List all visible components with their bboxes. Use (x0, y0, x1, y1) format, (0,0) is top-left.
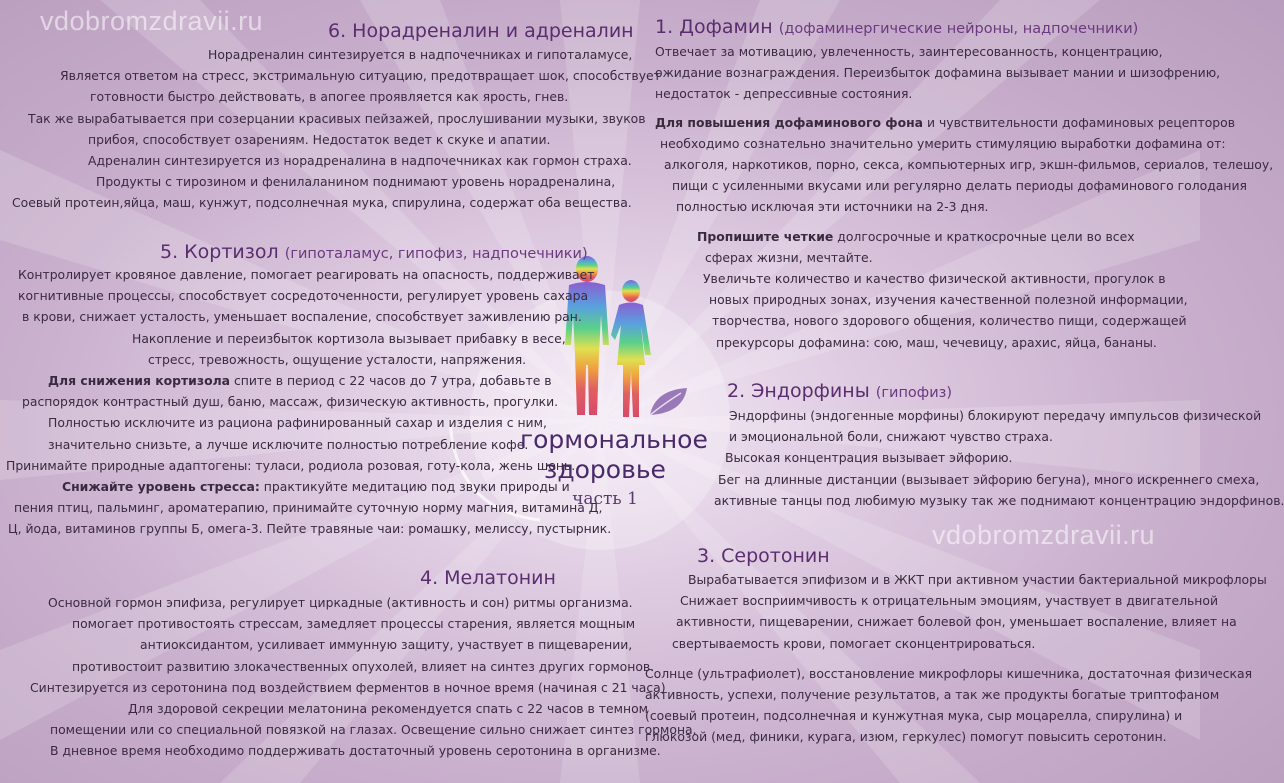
melatonin-text: Основной гормон эпифиза, регулирует циркадные (активность и сон) ритмы организма. помогает противостоять стрессам, замедляет процессы старения, является мощным антиоксидантом, усиливает иммунную защиту, участвует в пищеварении, противостоит развитию злокачественных опухолей, влияет на синтез других гормонов. Синтезируется из серотонина под воздействием ферментов в ночное время (начиная с 21 часа) Для здоровой секреции мелатонина рекомендуется спать с 22 часов в темном помещении или со специальной повязкой на глазах. Освещение сильно снижает синтез гормона. В дневное время необходимо поддерживать достаточный уровень серотонина в организме. (30, 595, 697, 759)
title-line-1: гормональное (520, 425, 708, 454)
dopamine-text: Отвечает за мотивацию, увлеченность, заинтересованность, концентрацию, ожидание вознаграждения. Переизбыток дофамина вызывает мании и шизофрению, недостаток - депрессивные состояния. Для повышения дофаминового фона и чувствительности дофаминовых рецепторов необходимо сознательно значительно умерить стимуляцию выработки дофамина от: алкоголя, наркотиков, порно, секса, компьютерных игр, экшн-фильмов, сериалов, телешоу, пищи с усиленными вкусами или регулярно делать периоды дофаминового голодания полностью исключая эти источники на 2-3 дня. Пропишите четкие долгосрочные и краткосрочные цели во всех сферах жизни, мечтайте. Увеличьте количество и качество физической активности, прогулок в новых природных зонах, изучения качественной полезной информации, творчества, нового здорового общения, количество пищи, содержащей прекурсоры дофамина: сою, маш, чечевицу, арахис, яйца, бананы. (655, 44, 1274, 350)
cortisol-text: Контролирует кровяное давление, помогает реагировать на опасность, поддерживает когнитивные процессы, способствует сосредоточенности, регулирует уровень сахара в крови, снижает усталость, уменьшает воспаление, способствует заживлению ран. Накопление и переизбыток кортизола вызывает прибавку в весе, стресс, тревожность, ощущение усталости, напряжения. Для снижения кортизола спите в период с 22 часов до 7 утра, добавьте в распорядок контрастный душ, баню, массаж, физическую активность, прогулки. Полностью исключите из рациона рафинированный сахар и изделия с ним, значительно снизьте, а лучше исключите полностью потребление кофе. Принимайте природные адаптогены: туласи, родиола розовая, готу-кола, жень шень. Снижайте уровень стресса: практикуйте медитацию под звуки природы и пения птиц, пальминг, ароматерапию, принимайте суточную норму магния, витамина Д, Ц, йода, витаминов группы Б, омега-3. Пейте травяные чаи: ромашку, мелиссу, пустырник. (6, 267, 612, 537)
melatonin-heading: 4. Мелатонин (420, 567, 556, 589)
title-part: часть 1 (572, 489, 638, 509)
endorphins-heading: 2. Эндорфины (гипофиз) (727, 380, 952, 402)
title-line-2: здоровье (544, 455, 666, 484)
watermark-bottom: vdobromzdravii.ru (932, 520, 1156, 550)
cortisol-heading: 5. Кортизол (гипоталамус, гипофиз, надпочечники) (160, 241, 588, 263)
serotonin-heading: 3. Серотонин (697, 545, 830, 567)
noradrenaline-text: Норадреналин синтезируется в надпочечниках и гипоталамусе, Является ответом на стресс, экстримальную ситуацию, предотвращает шок, способствует готовности быстро действовать, в апогее проявляется как ярость, гнев. Так же вырабатывается при созерцании красивых пейзажей, прослушивании музыки, звуков прибоя, способствует озарениям. Недостаток ведет к скуке и апатии. Адреналин синтезируется из норадреналина в надпочечниках как гормон страха. Продукты с тирозином и фенилаланином поднимают уровень норадреналина, Соевый протеин,яйца, маш, кунжут, подсолнечная мука, спирулина, содержат оба вещества. (12, 47, 661, 211)
serotonin-text: Вырабатывается эпифизом и в ЖКТ при активном участии бактериальной микрофлоры Снижает восприимчивость к отрицательным эмоциям, участвует в двигательной активности, пищеварении, снижает болевой фон, уменьшает воспаление, влияет на свертываемость крови, помогает сконцентрироваться. Солнце (ультрафиолет), восстановление микрофлоры кишечника, достаточная физическая активность, успехи, получение результатов, а так же продукты богатые триптофаном (соевый протеин, подсолнечная и кунжутная мука, сыр моцарелла, спирулина) и глюкозой (мед, финики, курага, изюм, геркулес) помогут повысить серотонин. (645, 572, 1267, 745)
noradrenaline-heading: 6. Норадреналин и адреналин (328, 20, 634, 42)
dopamine-heading: 1. Дофамин (дофаминергические нейроны, надпочечники) (655, 16, 1139, 38)
watermark-top: vdobromzdravii.ru (40, 6, 264, 36)
endorphins-text: Эндорфины (эндогенные морфины) блокируют передачу импульсов физической и эмоциональной боли, снижают чувство страха. Высокая концентрация вызывает эйфорию. Бег на длинные дистанции (вызывает эйфорию бегуна), много искреннего смеха, активные танцы под любимую музыку так же поднимают концентрацию эндорфинов. (714, 408, 1284, 508)
